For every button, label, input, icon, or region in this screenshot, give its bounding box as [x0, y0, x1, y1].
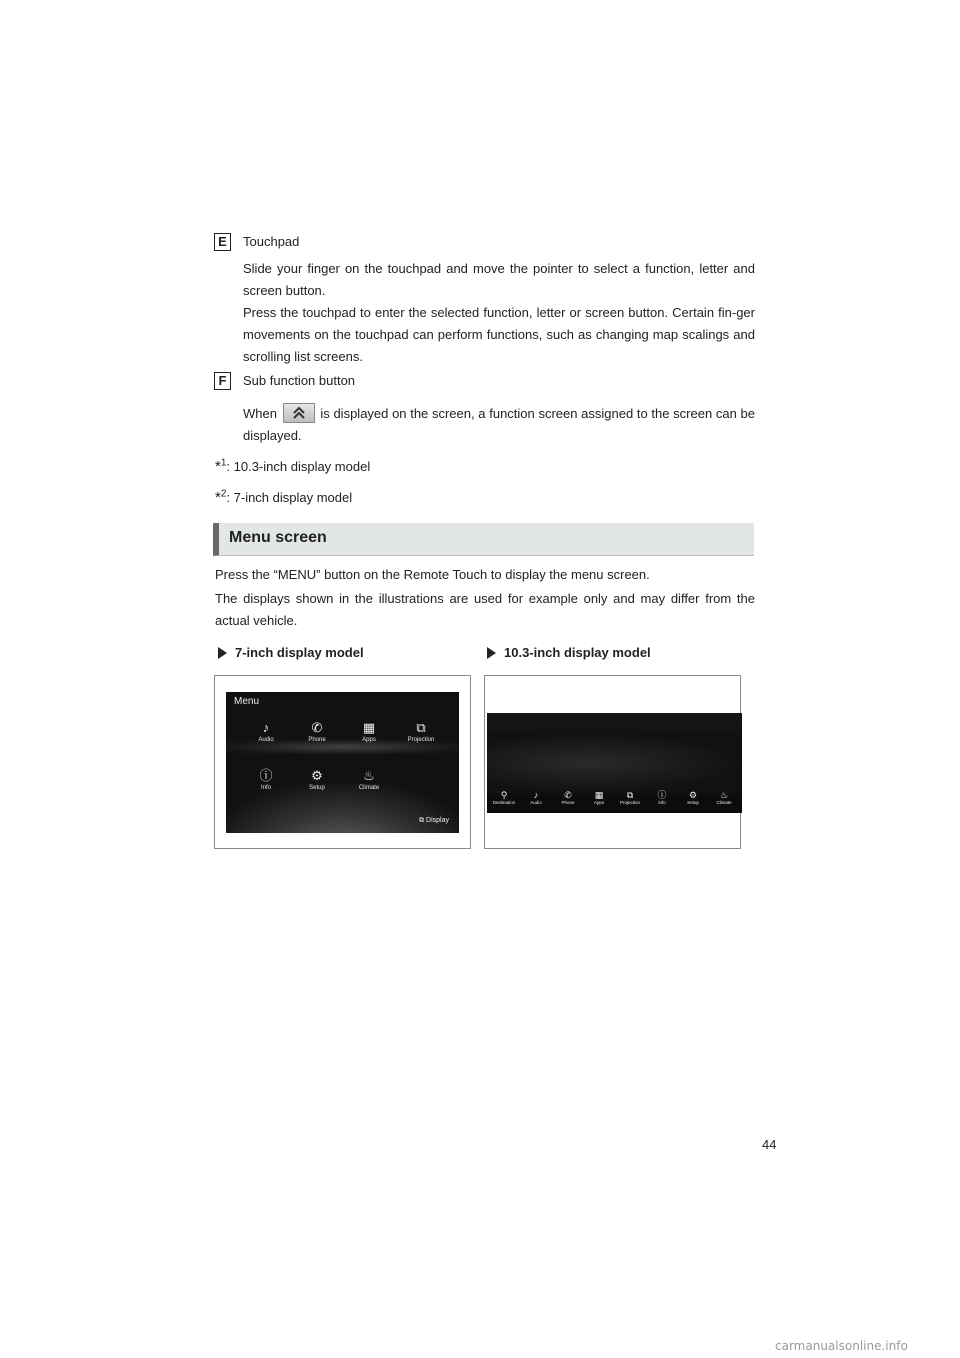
- item-marker-f: F: [214, 372, 231, 390]
- arrow-right-icon: [487, 647, 496, 659]
- menu-item-label: Climate: [358, 785, 380, 791]
- menu-item-label: Setup: [309, 785, 325, 791]
- figure-label-10inch: 10.3-inch display model: [487, 644, 651, 662]
- menu-item-phone[interactable]: [553, 790, 583, 806]
- music-note-icon: ♪: [533, 790, 539, 800]
- item-paragraph: Slide your finger on the touchpad and move the pointer to select a function, letter and screen button.: [243, 261, 755, 298]
- item-marker-e: E: [214, 233, 231, 251]
- figure-10inch-screen: [484, 675, 741, 849]
- gear-icon: ⚙: [688, 790, 698, 800]
- section-title: Menu screen: [229, 529, 327, 546]
- menu-item-setup[interactable]: [678, 790, 708, 806]
- menu-item-label: Info: [260, 785, 271, 791]
- page-number: 44: [762, 1137, 777, 1152]
- menu-item-label: Climate: [716, 800, 732, 805]
- menu-item-label: Projection: [619, 800, 640, 805]
- watermark: carmanualsonline.info: [775, 1339, 908, 1353]
- info-icon: ⓘ: [657, 790, 667, 800]
- projection-icon: ⧉: [626, 790, 634, 800]
- menu-item-projection[interactable]: [397, 720, 445, 744]
- menu-item-label: Setup: [687, 800, 699, 805]
- menu-item-label: Phone: [308, 737, 326, 743]
- menu-screen-7inch: [226, 692, 459, 833]
- menu-item-label: Projection: [407, 737, 435, 743]
- gear-icon: ⚙: [311, 768, 323, 783]
- menu-item-label: Destination: [492, 800, 516, 805]
- phone-icon: ✆: [311, 720, 323, 735]
- menu-item-label: Apps: [362, 737, 376, 743]
- menu-screen-10inch: [487, 713, 742, 813]
- section-note: The displays shown in the illustrations are used for example only and may differ from the actual vehicle.: [215, 591, 755, 628]
- menu-item-label: Audio: [530, 800, 542, 805]
- item-paragraph: [243, 403, 755, 447]
- figure-label-7inch: 7-inch display model: [218, 644, 364, 662]
- footnote: *$^1$: 10.3-inch display model: [215, 457, 371, 475]
- menu-item-label: Audio: [258, 737, 274, 743]
- destination-pin-icon: ⚲: [500, 790, 508, 800]
- item-title-sub-function: Sub function button: [243, 373, 356, 388]
- menu-item-apps[interactable]: [584, 790, 614, 806]
- apps-grid-icon: ▦: [594, 790, 604, 800]
- menu-item-label: Info: [658, 800, 666, 805]
- menu-item-climate[interactable]: [709, 790, 739, 806]
- display-icon: ⧉: [419, 817, 425, 824]
- climate-icon: ♨: [363, 768, 375, 783]
- menu-item-apps[interactable]: [345, 720, 393, 744]
- arrow-right-icon: [218, 647, 227, 659]
- section-header: [213, 523, 754, 556]
- figure-7inch-screen: [214, 675, 471, 849]
- apps-grid-icon: ▦: [362, 720, 376, 735]
- phone-icon: ✆: [564, 790, 572, 800]
- projection-icon: ⧉: [416, 720, 426, 735]
- info-icon: ⓘ: [259, 768, 273, 783]
- menu-item-info[interactable]: [242, 768, 290, 792]
- menu-item-audio[interactable]: [521, 790, 551, 806]
- item-paragraph: Press the touchpad to enter the selected function, letter or screen button. Certain fin-ger movements on the touchpad can perform functions, such as changing map scalings and scrolling list screens.: [243, 305, 755, 364]
- menu-item-audio[interactable]: [242, 720, 290, 744]
- music-note-icon: ♪: [262, 720, 270, 735]
- menu-item-label: Phone: [561, 800, 575, 805]
- menu-item-setup[interactable]: [293, 768, 341, 792]
- section-intro: Press the “MENU” button on the Remote Touch to display the menu screen.: [215, 567, 650, 582]
- double-chevron-up-icon: [283, 403, 315, 423]
- menu-item-projection[interactable]: [615, 790, 645, 806]
- footnote: *$^2$: 7-inch display model: [215, 488, 353, 506]
- menu-item-phone[interactable]: [293, 720, 341, 744]
- menu-item-label: Apps: [593, 800, 605, 805]
- when-prefix: When: [243, 406, 277, 421]
- when-suffix: is displayed on the screen, a function screen assigned to the screen can be displayed.: [243, 406, 755, 443]
- menu-title: Menu: [234, 696, 260, 707]
- menu-item-info[interactable]: [647, 790, 677, 806]
- menu-item-destination[interactable]: [489, 790, 519, 806]
- menu-item-climate[interactable]: [345, 768, 393, 792]
- display-button[interactable]: ⧉ Display: [419, 817, 449, 824]
- item-title-touchpad: Touchpad: [243, 234, 300, 249]
- climate-icon: ♨: [719, 790, 729, 800]
